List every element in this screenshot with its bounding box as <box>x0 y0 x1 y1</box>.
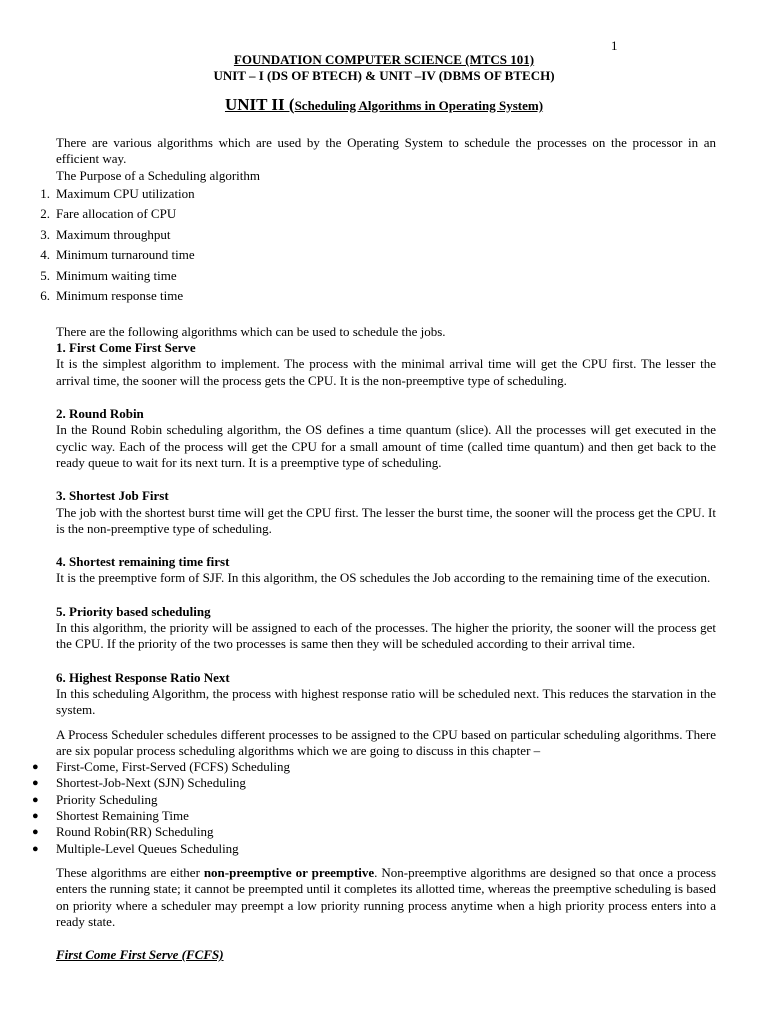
list-item-text: Maximum CPU utilization <box>56 185 195 201</box>
list-item-text: Fare allocation of CPU <box>56 206 177 222</box>
section-heading: 6. Highest Response Ratio Next <box>56 669 230 685</box>
paragraph-text: These algorithms are either <box>56 864 204 880</box>
list-item <box>32 824 716 840</box>
popular-algorithms-list <box>32 759 716 857</box>
list-item-text: Priority Scheduling <box>56 791 158 807</box>
unit-subtitle: UNIT – I (DS OF BTECH) & UNIT –IV (DBMS OF BTECH) <box>213 68 555 83</box>
list-number: 6. <box>40 288 50 304</box>
section-paragraph: The job with the shortest burst time will get the CPU first. The lesser the burst time, the sooner will the process get the CPU. It is the non-preemptive type of scheduling. <box>56 504 716 536</box>
list-item <box>32 759 716 775</box>
bullet-icon: ● <box>32 793 39 806</box>
list-number: 3. <box>40 226 50 242</box>
bullet-icon: ● <box>32 826 39 839</box>
preemptive-paragraph <box>56 865 716 930</box>
list-item-text: Maximum throughput <box>56 226 171 242</box>
list-item <box>40 184 716 205</box>
list-number: 2. <box>40 206 50 222</box>
list-item-text: Shortest-Job-Next (SJN) Scheduling <box>56 775 246 791</box>
list-item <box>40 286 716 307</box>
list-item <box>40 225 716 246</box>
list-number: 5. <box>40 267 50 283</box>
list-item-text: Multiple-Level Queues Scheduling <box>56 840 239 856</box>
section-paragraph: It is the simplest algorithm to implement. The process with the minimal arrival time will get the CPU first. The lesser the arrival time, the sooner will the process gets the CPU. It is the non-preemptive type of scheduling. <box>56 356 716 388</box>
bullet-icon: ● <box>32 810 39 823</box>
section-heading: 4. Shortest remaining time first <box>56 554 230 570</box>
list-item-text: Minimum turnaround time <box>56 247 195 263</box>
list-item-text: Shortest Remaining Time <box>56 808 189 824</box>
list-item <box>32 775 716 791</box>
section-paragraph: It is the preemptive form of SJF. In this algorithm, the OS schedules the Job according to the remaining time of the execution. <box>56 570 711 586</box>
list-item <box>32 840 716 857</box>
bullet-icon: ● <box>32 777 39 790</box>
list-item-text: Round Robin(RR) Scheduling <box>56 824 214 840</box>
scheduler-paragraph: A Process Scheduler schedules different processes to be assigned to the CPU based on particular scheduling algorithms. There are six popular process scheduling algorithms which we are going to discuss in this chapter – <box>56 726 716 758</box>
algorithms-intro: There are the following algorithms which can be used to schedule the jobs. <box>56 323 446 339</box>
section-paragraph: In this algorithm, the priority will be assigned to each of the processes. The higher the priority, the sooner will the process get the CPU. If the priority of the two processes is same then they will be scheduled according to their arrival time. <box>56 620 716 652</box>
unit-title-prefix: UNIT II ( <box>224 95 295 114</box>
list-item-text: Minimum waiting time <box>56 267 177 283</box>
emphasis-text: non-preemptive or preemptive <box>203 864 375 880</box>
course-title: FOUNDATION COMPUTER SCIENCE (MTCS 101) <box>233 52 535 67</box>
page-number: 1 <box>611 38 618 53</box>
purpose-heading: The Purpose of a Scheduling algorithm <box>56 167 260 183</box>
list-item <box>32 791 716 808</box>
section-heading: 2. Round Robin <box>56 406 144 422</box>
paragraph-text: . Non-preemptive algorithms are designed so that once a process enters the running state; it cannot be preempted until it completes its allotted time, whereas the preemptive scheduling is based on priority where a scheduler may preempt a low priority running process anytime when a high priority process enters into a ready state. <box>56 864 717 929</box>
list-number: 1. <box>40 185 50 201</box>
bullet-icon: ● <box>32 842 39 855</box>
list-item <box>40 204 716 225</box>
purpose-list <box>40 184 716 307</box>
list-item <box>40 245 716 266</box>
document-body <box>32 135 717 963</box>
fcfs-heading: First Come First Serve (FCFS) <box>56 947 224 963</box>
list-number: 4. <box>40 247 50 263</box>
section-paragraph: In this scheduling Algorithm, the process with highest response ratio will be scheduled next. This reduces the starvation in the system. <box>56 685 716 718</box>
bullet-icon: ● <box>32 761 39 774</box>
unit-title-text: Scheduling Algorithms in Operating System) <box>294 98 544 113</box>
section-heading: 3. Shortest Job First <box>56 488 169 504</box>
list-item <box>32 808 716 824</box>
list-item-text: First-Come, First-Served (FCFS) Scheduling <box>56 759 291 775</box>
section-paragraph: In the Round Robin scheduling algorithm, the OS defines a time quantum (slice). All the processes will get executed in the cyclic way. Each of the process will get the CPU for a small amount of time (called time quantum) and then get back to the ready queue to wait for its next turn. It is a preemptive type of scheduling. <box>56 422 716 470</box>
intro-paragraph: There are various algorithms which are used by the Operating System to schedule the processes on the processor in an efficient way. <box>56 135 716 167</box>
section-heading: 1. First Come First Serve <box>56 340 196 356</box>
unit-title <box>0 95 768 115</box>
list-item <box>40 266 716 287</box>
list-item-text: Minimum response time <box>56 288 184 304</box>
section-heading: 5. Priority based scheduling <box>56 603 211 619</box>
